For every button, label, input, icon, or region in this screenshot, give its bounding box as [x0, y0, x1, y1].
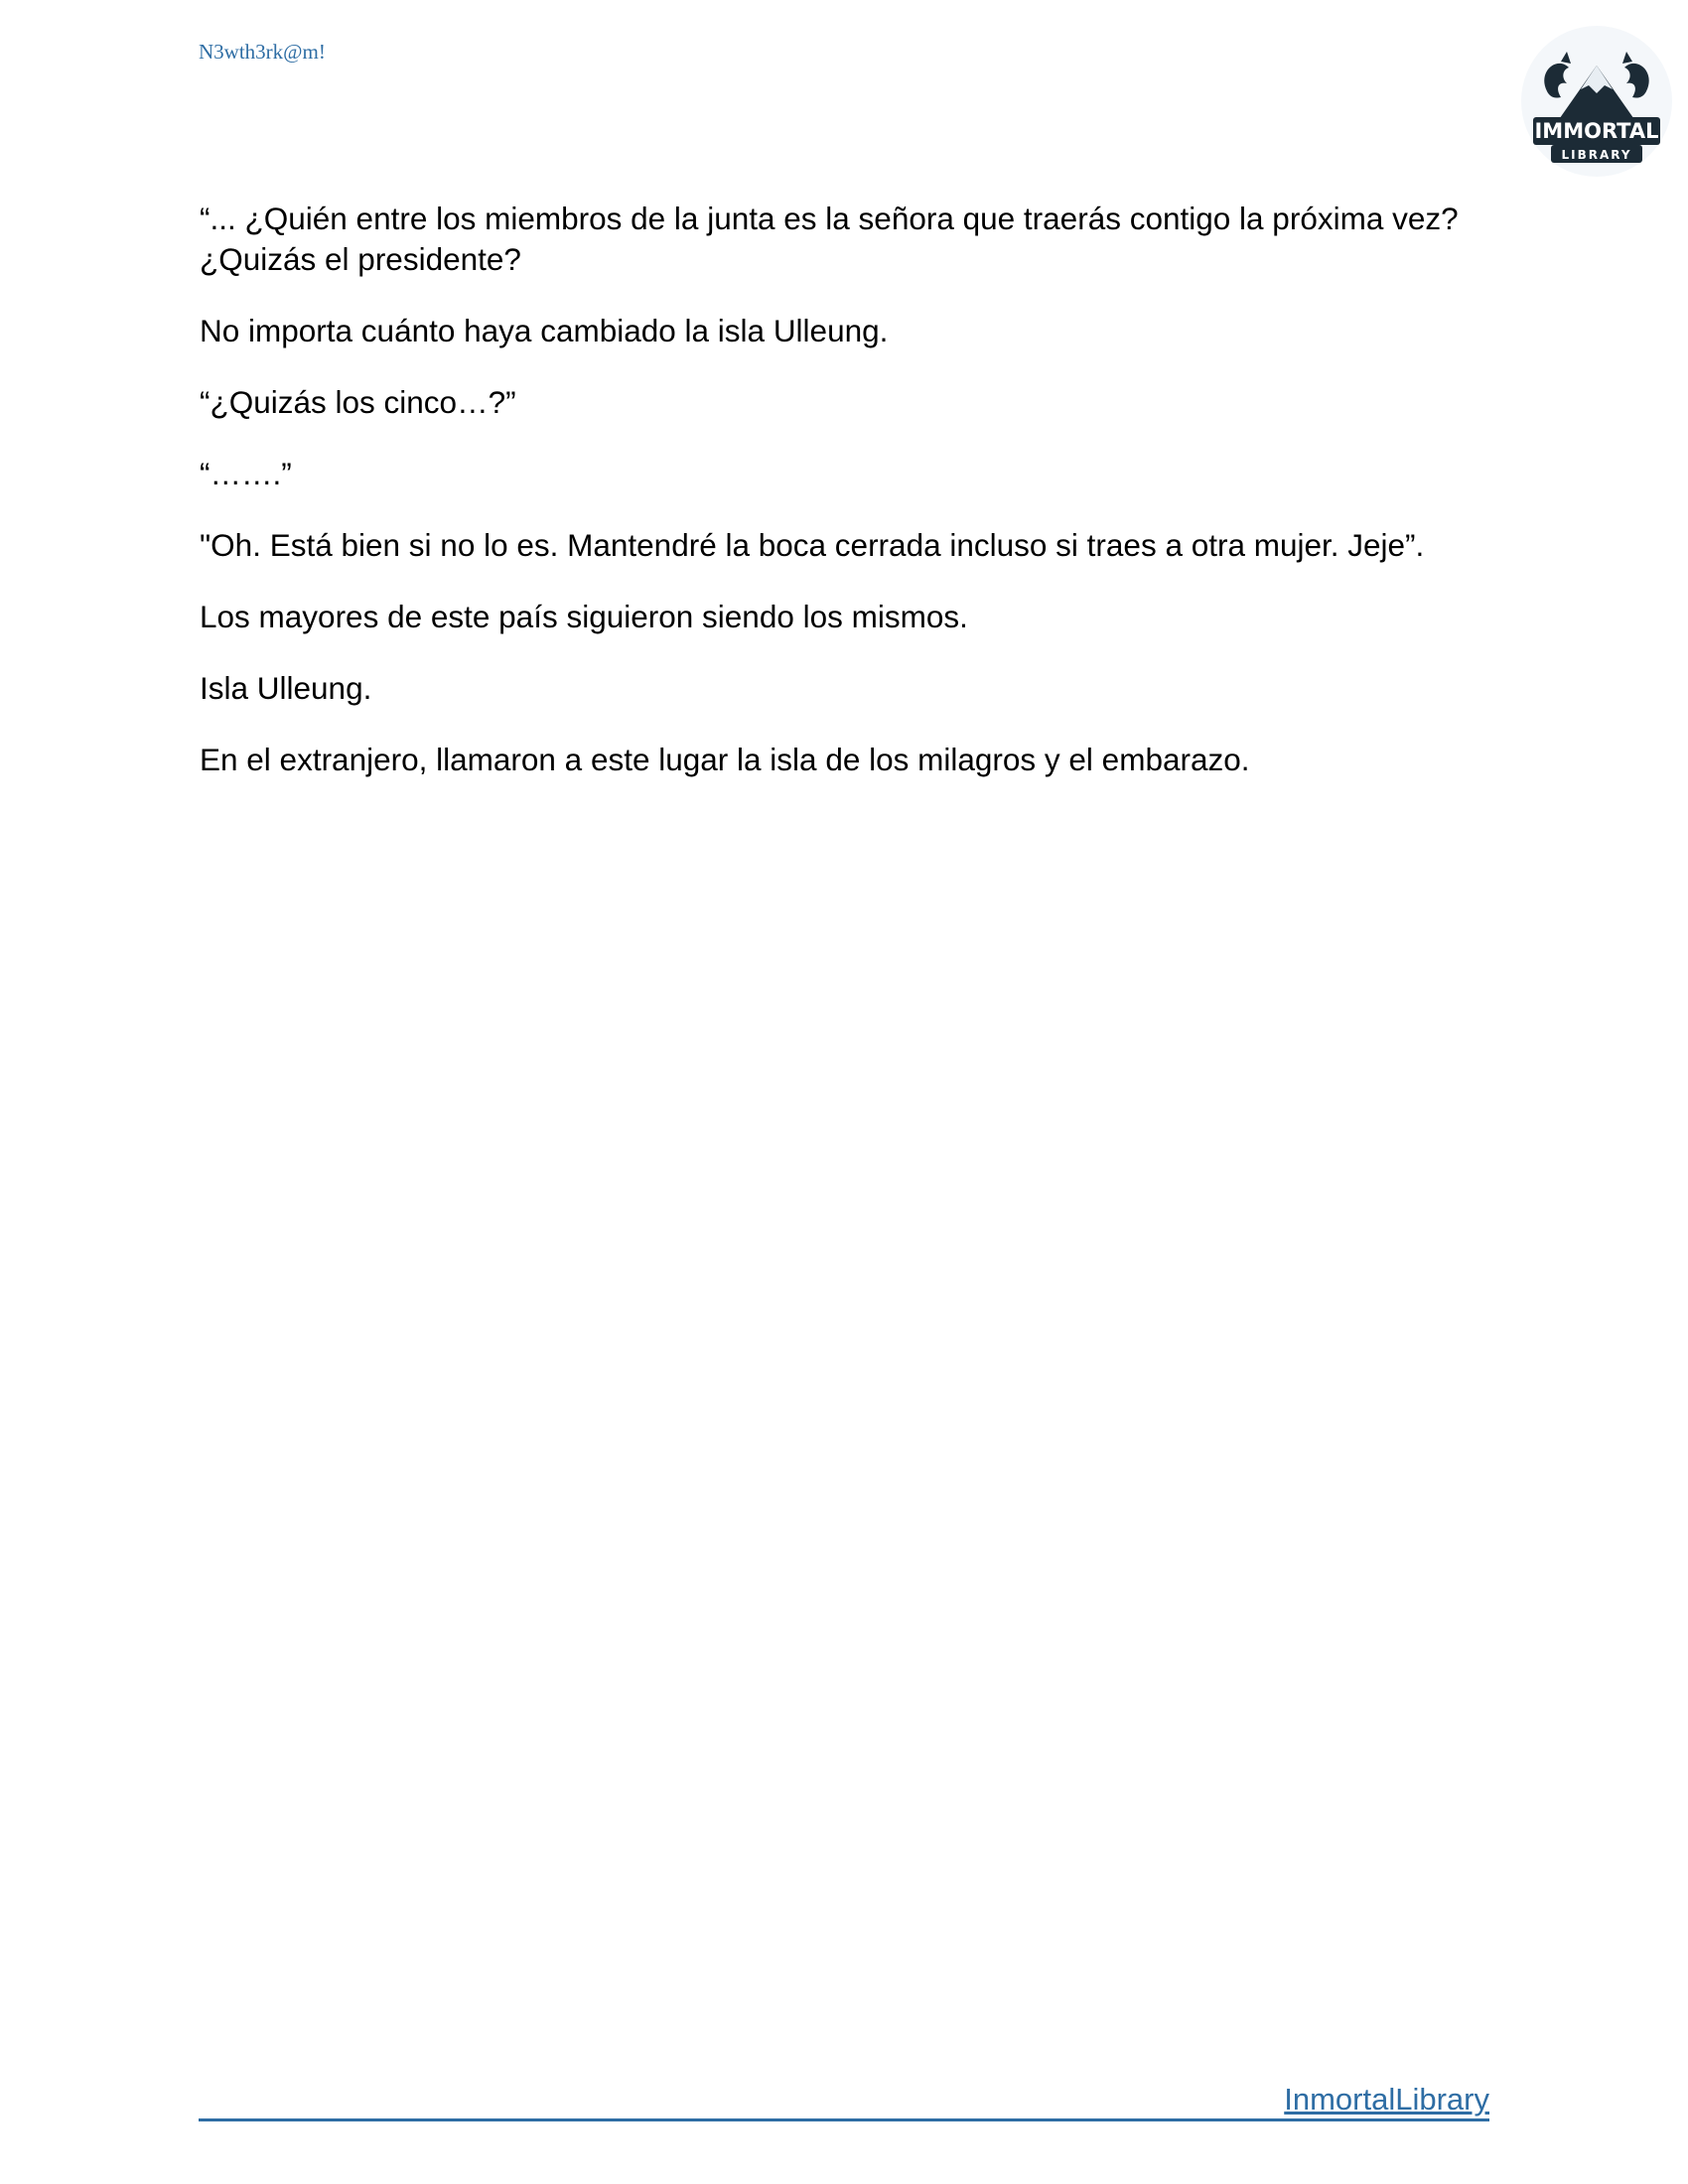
immortal-library-logo: [1517, 22, 1676, 181]
paragraph: Los mayores de este país siguieron siendo los mismos.: [200, 599, 968, 634]
footer-rule: [199, 2082, 1489, 2121]
paragraph: Isla Ulleung.: [200, 670, 372, 706]
logo-line2: LIBRARY: [1561, 148, 1632, 162]
document-body: [200, 199, 1490, 811]
paragraph: “... ¿Quién entre los miembros de la junta es la señora que traerás contigo la próxima vez? ¿Quizás el presidente?: [200, 201, 1459, 277]
header-watermark: N3wth3rk@m!: [199, 40, 326, 64]
logo-line1: IMMORTAL: [1534, 119, 1659, 143]
paragraph: “…….”: [200, 456, 292, 491]
logo-emblem-icon: [1517, 22, 1676, 181]
footer-link[interactable]: InmortalLibrary: [1284, 2082, 1489, 2116]
paragraph: "Oh. Está bien si no lo es. Mantendré la boca cerrada incluso si traes a otra mujer. Jeje”.: [200, 527, 1425, 563]
paragraph: “¿Quizás los cinco…?”: [200, 384, 516, 420]
paragraph: En el extranjero, llamaron a este lugar la isla de los milagros y el embarazo.: [200, 742, 1250, 777]
paragraph: No importa cuánto haya cambiado la isla Ulleung.: [200, 313, 889, 348]
